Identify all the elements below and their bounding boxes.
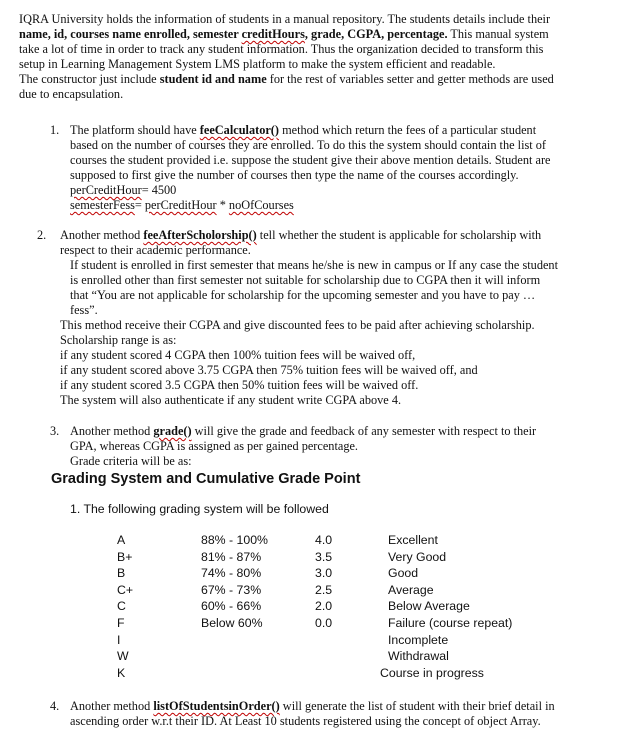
intro-line-4: setup in Learning Management System LMS platform to make the system efficient and readable.	[19, 57, 496, 71]
grade-method: grade()	[153, 424, 192, 438]
item-1-line-4: supposed to first give the number of courses then type the name of the courses accordingly.	[70, 168, 519, 182]
intro-line-2	[19, 27, 599, 41]
intro-line-5-bold: student id and name	[159, 72, 267, 86]
item-3-number: 3.	[50, 424, 60, 438]
grade-points: 3.0	[315, 566, 333, 581]
intro-line-6: due to encapsulation.	[19, 87, 124, 101]
item-4-number: 4.	[50, 699, 60, 713]
grade-grade: W	[117, 649, 129, 664]
grade-range: 60% - 66%	[201, 599, 262, 614]
item-2-line-1-end: tell whether the student is applicable for scholarship with	[256, 228, 542, 242]
grade-points: 4.0	[315, 533, 333, 547]
formula-var-semester-fees: semesterFess	[70, 198, 135, 212]
grade-points: 2.5	[315, 582, 333, 597]
fee-calculator-method: feeCalculator()	[199, 123, 279, 137]
item-2-line-9: if any student scored 4 CGPA then 100% tuition fees will be waived off,	[60, 348, 416, 362]
grade-points: 0.0	[315, 616, 333, 630]
item-2-line-6: fess”.	[70, 303, 98, 317]
grade-grade: B+	[117, 549, 133, 564]
grade-remark: Withdrawal	[388, 649, 449, 664]
intro-bold-fields-end: , grade, CGPA, percentage.	[304, 27, 448, 41]
item-4-line-1	[70, 699, 555, 713]
item-3-line-2: GPA, whereas CGPA is assigned as per gained percentage.	[70, 439, 359, 453]
item-2-line-4: is enrolled other than first semester not suitable for scholarship due to CGPA then it will inform	[70, 273, 541, 287]
grading-subheading: 1. The following grading system will be followed	[70, 502, 329, 516]
formula-equals: =	[134, 198, 145, 212]
formula-per-credit-hour	[70, 183, 176, 197]
grade-grade: I	[117, 632, 121, 647]
item-3-line-1	[70, 424, 536, 438]
formula-var-per-credit-hour: perCreditHour	[70, 183, 142, 197]
grade-remark: Good	[388, 566, 419, 581]
grade-grade: B	[117, 566, 126, 581]
grading-heading: Grading System and Cumulative Grade Point	[51, 471, 361, 487]
formula-multiply: *	[216, 198, 229, 212]
item-4-line-1-end: will generate the list of student with their brief detail in	[279, 699, 555, 713]
item-2-line-2: respect to their academic performance.	[60, 243, 251, 257]
grade-grade: K	[117, 665, 126, 680]
grade-grade: F	[117, 616, 125, 630]
intro-line-5	[19, 72, 554, 86]
item-2-line-1	[60, 228, 541, 242]
item-4-line-1-start: Another method	[70, 699, 154, 713]
item-1-line-3: courses the student provided i.e. suppose the student give their above mention details. Student are	[70, 153, 551, 167]
grade-range: 81% - 87%	[201, 549, 262, 564]
grade-remark: Average	[388, 582, 434, 597]
item-1-line-2: based on the number of courses they are enrolled. To do this the system should contain the list of	[70, 138, 546, 152]
grade-grade: A	[117, 533, 126, 547]
item-2-line-10: if any student scored above 3.75 CGPA then 75% tuition fees will be waived off, and	[60, 363, 478, 377]
intro-line-5-end: for the rest of variables setter and getter methods are used	[266, 72, 554, 86]
item-2-line-11: if any student scored 3.5 CGPA then 50% tuition fees will be waived off.	[60, 378, 419, 392]
item-2-line-8: Scholarship range is as:	[60, 333, 177, 347]
item-1-line-1	[70, 123, 536, 137]
formula-value: = 4500	[141, 183, 177, 197]
item-1-number: 1.	[50, 123, 60, 137]
grade-remark: Below Average	[388, 599, 470, 614]
formula-semester-fees	[70, 198, 294, 212]
item-2-line-1-start: Another method	[60, 228, 144, 242]
item-2-line-7: This method receive their CGPA and give discounted fees to be paid after achieving scholarship.	[60, 318, 535, 332]
item-3-line-1-start: Another method	[70, 424, 154, 438]
item-3-line-1-end: will give the grade and feedback of any semester with respect to their	[191, 424, 537, 438]
intro-bold-fields: name, id, courses name enrolled, semester	[19, 27, 242, 41]
grade-remark: Course in progress	[380, 665, 484, 680]
item-2-line-12: The system will also authenticate if any student write CGPA above 4.	[60, 393, 402, 407]
item-2-line-5: that “You are not applicable for scholarship for the upcoming semester and you have to pay …	[70, 288, 536, 302]
grade-grade: C	[117, 599, 126, 614]
grade-remark: Very Good	[388, 549, 447, 564]
item-2-number: 2.	[37, 228, 47, 242]
grade-range: 67% - 73%	[201, 582, 262, 597]
grade-grade: C+	[117, 582, 134, 597]
grade-remark: Incomplete	[388, 632, 449, 647]
grade-points: 3.5	[315, 549, 333, 564]
list-of-students-method: listOfStudentsinOrder()	[153, 699, 280, 713]
item-1-line-1-start: The platform should have	[70, 123, 200, 137]
item-2-line-3: If student is enrolled in first semester that means he/she is new in campus or If any case the student	[70, 258, 558, 272]
item-3-line-3: Grade criteria will be as:	[70, 454, 192, 468]
item-4-line-2: ascending order w.r.t their ID. At Least 10 students registered using the concept of object Array.	[70, 714, 541, 728]
intro-line-5-start: The constructor just include	[19, 72, 160, 86]
formula-var-per-credit-hour-2: perCreditHour	[144, 198, 217, 212]
grade-range: 88% - 100%	[201, 533, 268, 547]
grade-range: Below 60%	[201, 616, 263, 630]
fee-after-scholorship-method: feeAfterScholorship()	[143, 228, 257, 242]
formula-var-no-of-courses: noOfCourses	[228, 198, 294, 212]
grade-remark: Failure (course repeat)	[388, 616, 513, 630]
intro-line-1: IQRA University holds the information of students in a manual repository. The students details include their	[19, 12, 551, 26]
intro-line-3: take a lot of time in order to track any student information. Thus the organization decided to transform this	[19, 42, 544, 56]
grade-points: 2.0	[315, 599, 333, 614]
item-1-line-1-end: method which return the fees of a particular student	[279, 123, 537, 137]
grade-remark: Excellent	[388, 533, 438, 547]
grade-range: 74% - 80%	[201, 566, 262, 581]
intro-credithours: creditHours	[241, 27, 305, 41]
intro-line-2-tail: This manual system	[447, 27, 549, 41]
